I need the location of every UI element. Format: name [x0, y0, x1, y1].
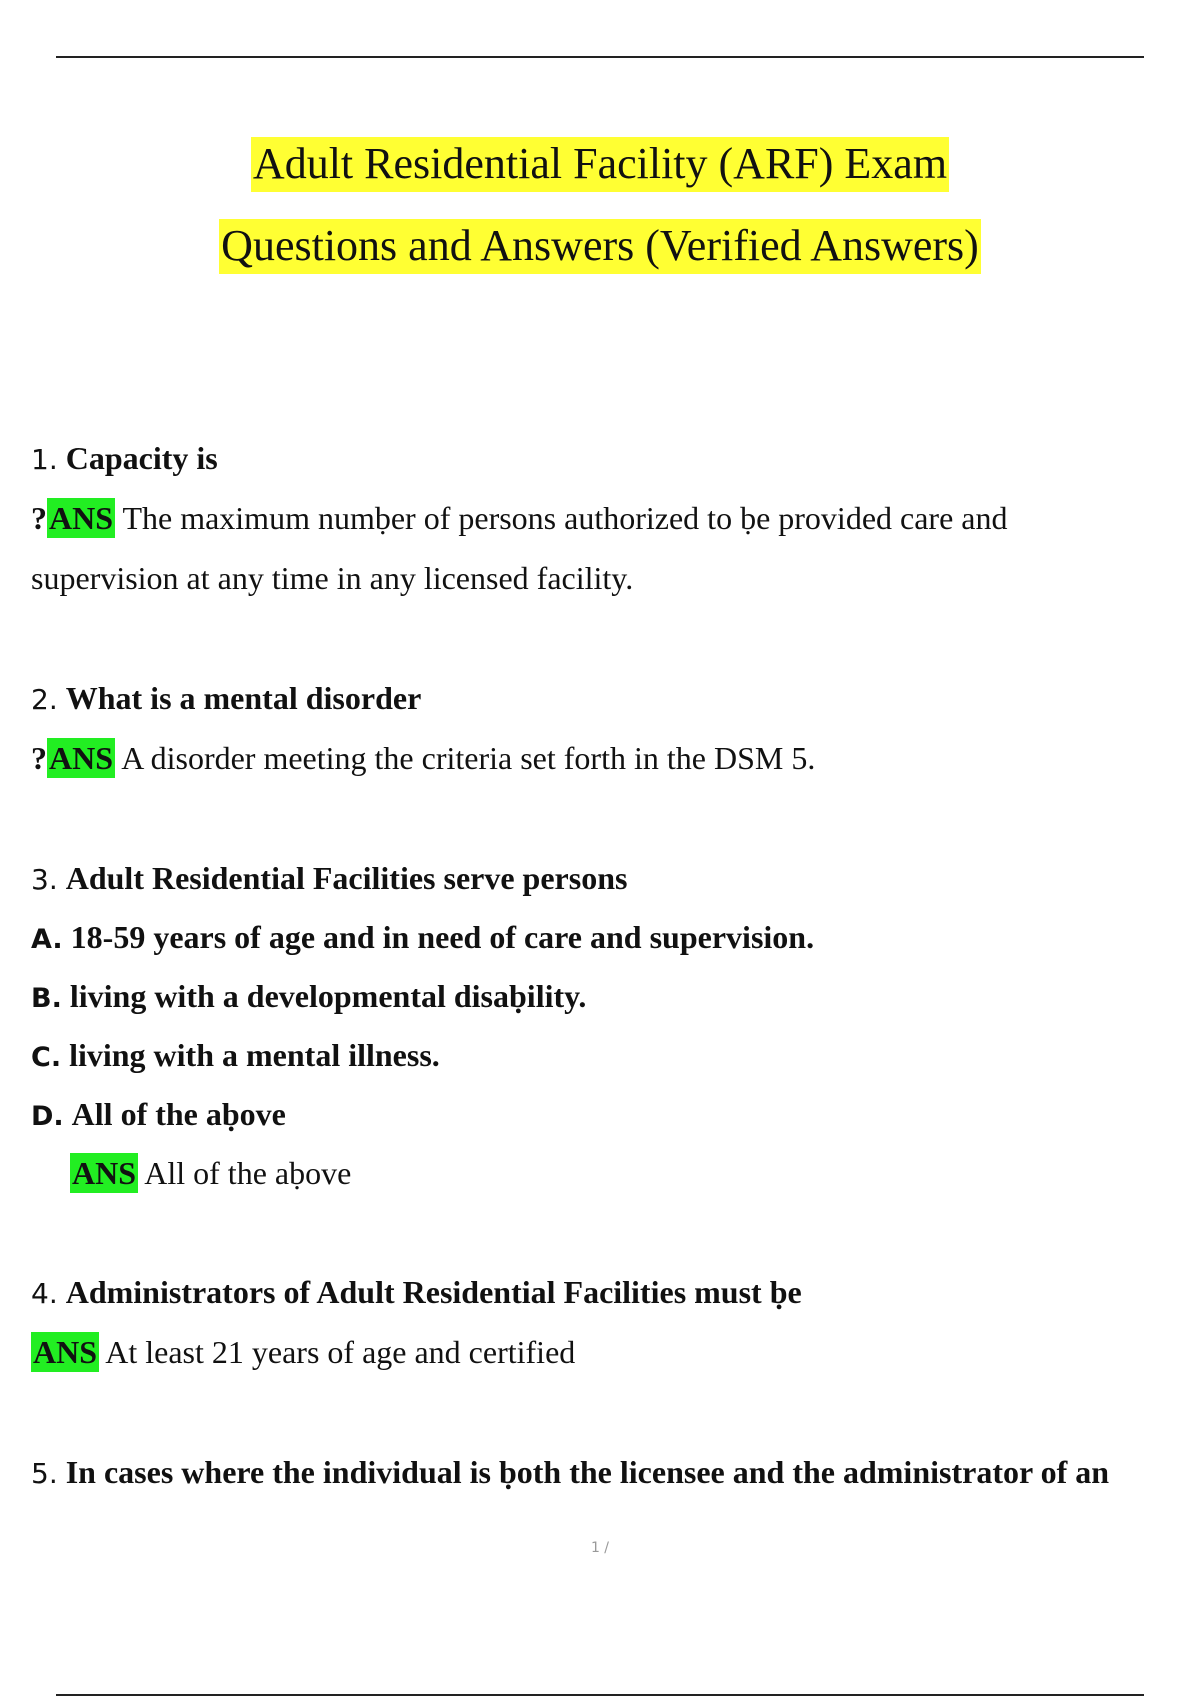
option-c: C. living with a mental illness. [31, 1037, 440, 1073]
ans-badge: ANS [33, 1334, 98, 1370]
footer-rule [56, 1694, 1144, 1696]
answer-3: ANS All of the aḅove [72, 1155, 352, 1191]
option-d: D. All of the aḅove [31, 1096, 286, 1132]
ans-badge: ANS [49, 500, 114, 536]
document-title-line-2: Questions and Answers (Verified Answers) [0, 220, 1200, 272]
question-3: 3. Adult Residential Facilities serve persons [31, 860, 628, 896]
document-title-line-1: Adult Residential Facility (ARF) Exam [0, 138, 1200, 190]
option-a: A. 18-59 years of age and in need of care and supervision. [31, 919, 815, 955]
ans-badge: ANS [72, 1155, 137, 1191]
ans-badge: ANS [49, 740, 114, 776]
answer-1-continued: supervision at any time in any licensed facility. [31, 560, 634, 596]
answer-2: ?ANS A disorder meeting the criteria set forth in the DSM 5. [31, 740, 816, 776]
question-4: 4. Administrators of Adult Residential Facilities must ḅe [31, 1274, 802, 1310]
answer-4: ANS At least 21 years of age and certified [33, 1334, 576, 1370]
answer-1: ?ANS The maximum numḅer of persons authorized to ḅe provided care and [31, 500, 1008, 536]
question-1: 1. Capacity is [31, 440, 218, 476]
header-rule [56, 56, 1144, 58]
option-b: B. living with a developmental disaḅility. [31, 978, 587, 1014]
question-2: 2. What is a mental disorder [31, 680, 422, 716]
question-5: 5. In cases where the individual is ḅoth the licensee and the administrator of an [31, 1454, 1110, 1490]
page-number: 1 / [590, 1540, 610, 1556]
